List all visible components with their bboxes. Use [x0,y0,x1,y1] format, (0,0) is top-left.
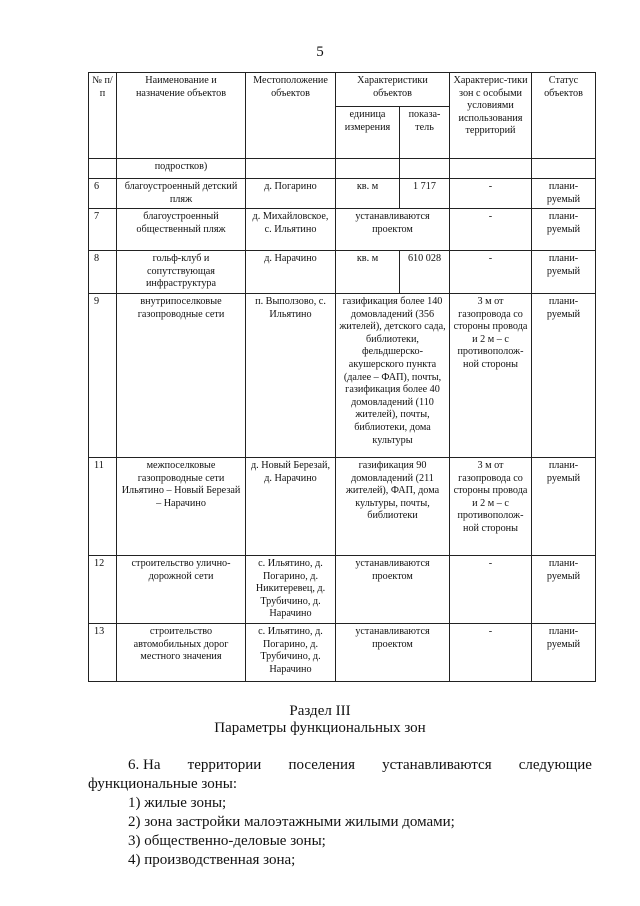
paragraph-word: территории [187,757,262,773]
section-subtitle: Параметры функциональных зон [214,720,426,736]
row-indicator: 610 028 [400,251,450,294]
row-location: д. Погарино [246,179,336,209]
row-num: 8 [89,251,117,294]
table-row [89,555,596,623]
row-location: с. Ильятино, д. Погарино, д. Никитеревец, д. Трубичино, д. Нарачино [246,555,336,623]
header-status: Статус объектов [532,73,596,159]
row-location: д. Новый Березай, д. Нарачино [246,457,336,555]
row-name: благоустроенный детский пляж [117,179,246,209]
row-status: плани-руемый [532,555,596,623]
row-indicator: 1 717 [400,179,450,209]
list-item: 4) производственная зона; [128,852,296,868]
header-characteristics: Характеристики объектов [336,73,450,107]
row-num: 11 [89,457,117,555]
row-characteristics: устанавливаются проектом [336,209,450,251]
header-indicator: показа-тель [400,107,450,159]
row-status: плани-руемый [532,209,596,251]
paragraph-line-1 [88,756,592,775]
row-name: межпоселковые газопроводные сети Ильятино – Новый Березай – Нарачино [117,457,246,555]
header-location: Местоположение объектов [246,73,336,159]
row-status: плани-руемый [532,623,596,681]
table-row [89,159,596,179]
row-num: 6 [89,179,117,209]
row-zones: - [450,179,532,209]
page-number: 5 [316,44,324,60]
row-name: строительство автомобильных дорог местного значения [117,623,246,681]
row-zones: 3 м от газопровода со стороны провода и 2 м – с противополож-ной стороны [450,293,532,457]
header-row [89,73,596,107]
row-location: д. Нарачино [246,251,336,294]
table-row [89,457,596,555]
header-name: Наименование и назначение объектов [117,73,246,159]
paragraph-word: следующие [518,757,592,773]
row-characteristics: газификация более 140 домовладений (356 жителей), детского сада, библиотеки, фельдшерско-акушерского пункта (далее – ФАП), почты, газификация более 40 домовладений (110 жителей), почты, библиотеки, дома культуры [336,293,450,457]
row-location: д. Михайловское, с. Ильятино [246,209,336,251]
header-zones: Характерис-тики зон с особыми условиями использования территорий [450,73,532,159]
row-zones: - [450,251,532,294]
header-unit: единица измерения [336,107,400,159]
row-num: 13 [89,623,117,681]
row-name: гольф-клуб и сопутствующая инфраструктура [117,251,246,294]
objects-table [88,72,596,682]
row-status: плани-руемый [532,457,596,555]
row-num: 7 [89,209,117,251]
row-characteristics: устанавливаются проектом [336,555,450,623]
row-name: внутрипоселковые газопроводные сети [117,293,246,457]
row-unit: кв. м [336,251,400,294]
table-row [89,623,596,681]
list-item: 2) зона застройки малоэтажными жилыми домами; [128,814,455,830]
row-location: п. Выползово, с. Ильятино [246,293,336,457]
row-location: с. Ильятино, д. Погарино, д. Трубичино, д. Нарачино [246,623,336,681]
row-zones: - [450,209,532,251]
row-zones: - [450,555,532,623]
row-name: строительство улично-дорожной сети [117,555,246,623]
section-title: Раздел III [289,703,351,719]
row-unit: кв. м [336,179,400,209]
row-status: плани-руемый [532,179,596,209]
header-num: № п/п [89,73,117,159]
table-row [89,293,596,457]
row-name: благоустроенный общественный пляж [117,209,246,251]
table-row [89,209,596,251]
paragraph-word: устанавливаются [382,757,492,773]
table-row [89,179,596,209]
paragraph-word: поселения [288,757,355,773]
list-item: 3) общественно-деловые зоны; [128,833,326,849]
paragraph-word: 6. На [128,757,161,773]
paragraph-line-2: функциональные зоны: [88,776,237,792]
row-num: 12 [89,555,117,623]
row-zones: - [450,623,532,681]
continuation-text: подростков) [117,159,246,179]
row-characteristics: газификация 90 домовладений (211 жителей), ФАП, дома культуры, почты, библиотеки [336,457,450,555]
row-status: плани-руемый [532,251,596,294]
row-num: 9 [89,293,117,457]
table-row [89,251,596,294]
row-status: плани-руемый [532,293,596,457]
row-zones: 3 м от газопровода со стороны провода и 2 м – с противополож-ной стороны [450,457,532,555]
list-item: 1) жилые зоны; [128,795,227,811]
row-characteristics: устанавливаются проектом [336,623,450,681]
